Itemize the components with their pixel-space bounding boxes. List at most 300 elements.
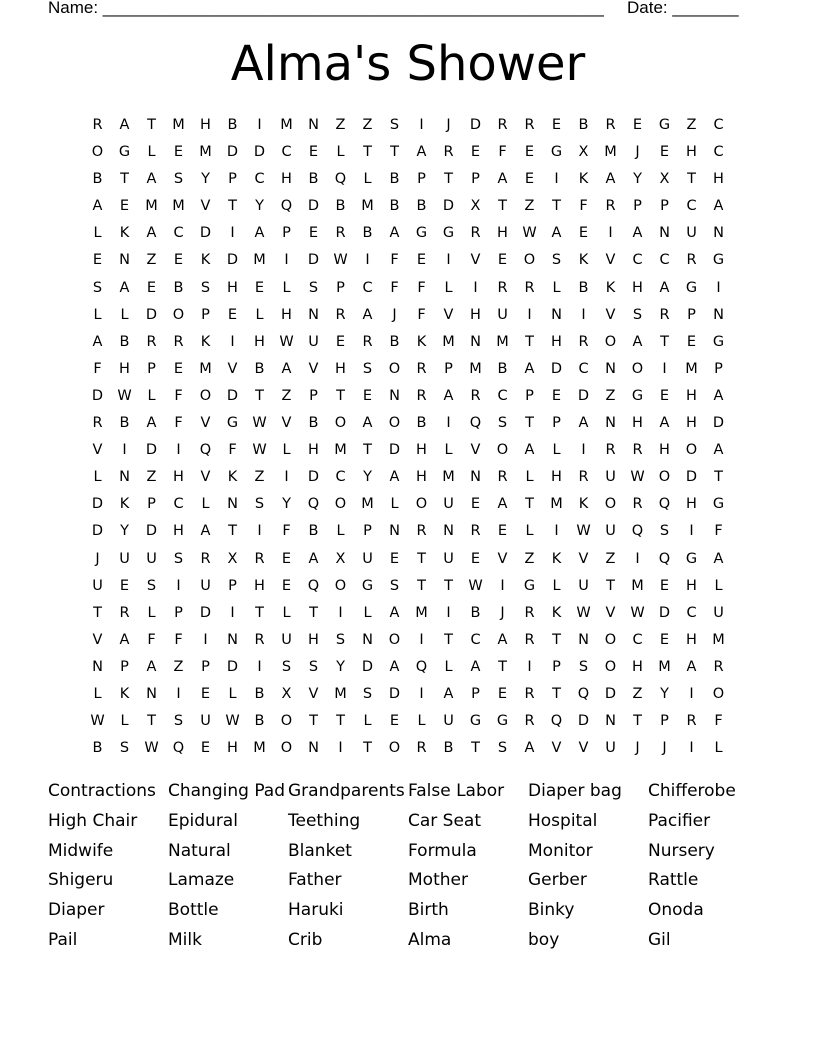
grid-letter: W [576, 604, 591, 621]
grid-letter: T [363, 442, 372, 459]
grid-letter: D [226, 144, 239, 161]
grid-letter: E [173, 252, 184, 269]
grid-letter: L [201, 496, 210, 513]
grid-letter: Z [335, 117, 346, 133]
word-list-item: Hospital [528, 810, 598, 831]
grid-letter: T [552, 198, 561, 215]
grid-letter: V [200, 415, 211, 432]
grid-row [84, 383, 732, 410]
grid-letter: F [714, 523, 723, 540]
grid-letter: O [334, 415, 347, 432]
grid-letter: I [527, 658, 532, 675]
grid-letter: D [685, 469, 698, 486]
grid-letter: T [147, 713, 156, 730]
grid-letter: W [279, 333, 294, 350]
grid-letter: L [120, 713, 129, 730]
grid-letter: M [496, 333, 509, 350]
page-title: Alma's Shower [230, 36, 586, 92]
grid-letter: U [605, 469, 616, 486]
grid-letter: A [146, 415, 157, 432]
grid-row [84, 275, 732, 302]
grid-letter: A [416, 144, 427, 161]
grid-letter: S [335, 631, 346, 648]
grid-letter: A [443, 685, 454, 702]
word-list-item: High Chair [48, 810, 138, 831]
grid-letter: O [91, 144, 104, 161]
grid-letter: C [632, 631, 643, 648]
word-list-item: Car Seat [408, 810, 482, 831]
grid-letter: G [523, 577, 536, 594]
grid-letter: B [119, 333, 130, 350]
grid-letter: L [93, 469, 102, 486]
grid-letter: E [335, 333, 346, 350]
grid-letter: V [578, 550, 589, 567]
grid-letter: R [470, 225, 481, 242]
grid-letter: Z [632, 685, 643, 702]
grid-letter: I [257, 117, 262, 133]
grid-letter: L [255, 306, 264, 323]
grid-letter: K [119, 496, 130, 513]
grid-letter: H [308, 442, 319, 459]
grid-letter: B [335, 198, 346, 215]
grid-letter: E [308, 144, 319, 161]
grid-letter: I [446, 252, 451, 269]
grid-letter: T [147, 117, 156, 133]
word-list-item: Milk [168, 929, 202, 950]
grid-letter: L [363, 171, 372, 188]
grid-letter: R [524, 713, 535, 730]
grid-letter: E [659, 631, 670, 648]
grid-letter: Z [146, 252, 157, 269]
grid-letter: E [497, 685, 508, 702]
grid-letter: H [227, 740, 238, 757]
grid-letter: L [444, 279, 453, 296]
grid-letter: M [415, 604, 428, 621]
grid-letter: S [308, 279, 319, 296]
grid-letter: H [686, 631, 697, 648]
grid-letter: O [280, 740, 293, 757]
grid-letter: T [363, 740, 372, 757]
grid-letter: I [689, 523, 694, 540]
grid-letter: V [308, 360, 319, 377]
grid-letter: Z [362, 117, 373, 133]
grid-letter: Q [307, 577, 320, 594]
grid-letter: L [282, 279, 291, 296]
word-list-item: Formula [408, 840, 477, 861]
grid-letter: D [604, 685, 617, 702]
grid-letter: I [176, 577, 181, 594]
grid-letter: U [578, 577, 589, 594]
grid-letter: D [712, 415, 725, 432]
grid-letter: C [659, 252, 670, 269]
word-list-item: Pacifier [648, 810, 711, 831]
grid-letter: O [415, 496, 428, 513]
grid-letter: T [606, 577, 615, 594]
word-list-item: Mother [408, 870, 468, 891]
grid-letter: H [686, 387, 697, 404]
grid-letter: F [93, 360, 102, 377]
grid-letter: T [417, 550, 426, 567]
grid-letter: Q [415, 658, 428, 675]
grid-letter: Q [172, 740, 185, 757]
grid-letter: Q [280, 198, 293, 215]
grid-row [84, 654, 732, 681]
grid-letter: R [578, 469, 589, 486]
grid-letter: O [334, 577, 347, 594]
grid-letter: B [119, 415, 130, 432]
grid-letter: H [173, 523, 184, 540]
grid-letter: Z [524, 198, 535, 215]
grid-letter: K [578, 252, 589, 269]
grid-letter: I [338, 740, 343, 757]
grid-row [84, 464, 732, 491]
grid-letter: V [227, 360, 238, 377]
grid-letter: I [446, 415, 451, 432]
grid-letter: A [146, 171, 157, 188]
grid-letter: R [416, 387, 427, 404]
grid-letter: E [659, 387, 670, 404]
grid-letter: P [201, 306, 210, 323]
grid-letter: V [200, 469, 211, 486]
grid-letter: J [95, 550, 100, 567]
grid-letter: K [578, 171, 589, 188]
grid-letter: R [578, 333, 589, 350]
grid-letter: G [226, 415, 239, 432]
grid-letter: S [389, 577, 400, 594]
grid-letter: L [228, 685, 237, 702]
grid-letter: U [362, 550, 373, 567]
grid-letter: W [630, 469, 645, 486]
grid-letter: M [361, 496, 374, 513]
grid-letter: I [176, 442, 181, 459]
word-list-item: Birth [408, 900, 449, 921]
grid-letter: M [685, 360, 698, 377]
grid-letter: V [605, 604, 616, 621]
grid-letter: H [416, 442, 427, 459]
word-list-item: Lamaze [168, 870, 235, 891]
grid-letter: L [444, 442, 453, 459]
grid-letter: A [578, 415, 589, 432]
grid-letter: R [632, 496, 643, 513]
grid-row [84, 166, 732, 193]
grid-letter: O [388, 740, 401, 757]
grid-letter: H [281, 171, 292, 188]
grid-letter: E [362, 387, 373, 404]
grid-letter: P [201, 658, 210, 675]
grid-letter: M [334, 685, 347, 702]
grid-letter: A [632, 225, 643, 242]
word-list-item: Epidural [168, 810, 238, 831]
grid-letter: H [659, 442, 670, 459]
grid-letter: W [144, 740, 159, 757]
grid-letter: A [497, 171, 508, 188]
grid-letter: E [92, 252, 103, 269]
grid-row [84, 247, 732, 274]
word-list-item: Monitor [528, 840, 593, 861]
grid-letter: G [631, 387, 644, 404]
grid-letter: W [468, 577, 483, 594]
grid-letter: S [281, 658, 292, 675]
grid-letter: O [604, 333, 617, 350]
grid-letter: R [416, 523, 427, 540]
grid-letter: T [525, 333, 534, 350]
word-list [48, 777, 768, 956]
grid-letter: C [713, 144, 724, 161]
grid-letter: R [524, 631, 535, 648]
grid-letter: A [254, 225, 265, 242]
grid-letter: R [497, 117, 508, 133]
grid-letter: V [443, 306, 454, 323]
grid-letter: C [470, 631, 481, 648]
grid-letter: A [659, 415, 670, 432]
grid-letter: I [257, 523, 262, 540]
grid-letter: U [605, 523, 616, 540]
word-list-item: Blanket [288, 840, 352, 861]
grid-letter: O [604, 658, 617, 675]
grid-letter: A [713, 198, 724, 215]
grid-letter: M [253, 252, 266, 269]
grid-letter: Z [173, 658, 184, 675]
grid-letter: B [578, 117, 589, 133]
grid-letter: R [173, 333, 184, 350]
grid-letter: J [635, 740, 640, 757]
grid-letter: P [417, 171, 426, 188]
grid-letter: Z [146, 469, 157, 486]
grid-letter: N [146, 685, 157, 702]
grid-letter: M [199, 144, 212, 161]
grid-letter: T [120, 171, 129, 188]
grid-letter: M [145, 198, 158, 215]
grid-letter: T [93, 604, 102, 621]
grid-letter: F [174, 631, 183, 648]
grid-letter: M [172, 198, 185, 215]
grid-letter: A [389, 225, 400, 242]
grid-letter: O [604, 496, 617, 513]
name-line: Name: _____________________________________________________ [48, 0, 604, 17]
grid-letter: S [362, 685, 373, 702]
grid-letter: P [174, 604, 183, 621]
grid-letter: H [200, 117, 211, 133]
grid-letter: R [713, 658, 724, 675]
grid-letter: Q [199, 442, 212, 459]
grid-letter: L [93, 225, 102, 242]
grid-letter: I [716, 279, 721, 296]
grid-letter: T [336, 713, 345, 730]
grid-letter: R [200, 550, 211, 567]
grid-letter: I [446, 604, 451, 621]
grid-letter: K [119, 685, 130, 702]
grid-letter: L [336, 523, 345, 540]
grid-letter: G [685, 279, 698, 296]
word-search-grid [84, 112, 732, 762]
grid-letter: I [338, 604, 343, 621]
grid-letter: O [388, 360, 401, 377]
grid-letter: D [469, 117, 482, 133]
grid-letter: L [525, 523, 534, 540]
grid-letter: I [554, 171, 559, 188]
grid-letter: P [633, 198, 642, 215]
grid-letter: N [227, 496, 238, 513]
grid-letter: G [469, 713, 482, 730]
grid-letter: W [225, 713, 240, 730]
grid-letter: V [92, 442, 103, 459]
grid-row [84, 139, 732, 166]
grid-letter: B [254, 685, 265, 702]
grid-letter: I [176, 685, 181, 702]
word-list-item: Crib [288, 929, 323, 950]
grid-letter: R [605, 442, 616, 459]
grid-letter: B [416, 198, 427, 215]
grid-letter: T [471, 740, 480, 757]
grid-letter: T [687, 171, 696, 188]
grid-letter: L [552, 279, 561, 296]
grid-letter: W [90, 713, 105, 730]
grid-letter: H [497, 225, 508, 242]
grid-letter: D [199, 604, 212, 621]
word-list-item: Pail [48, 929, 78, 950]
grid-letter: Y [336, 658, 345, 675]
grid-letter: B [254, 713, 265, 730]
grid-letter: D [226, 387, 239, 404]
grid-letter: W [252, 442, 267, 459]
grid-letter: O [496, 442, 509, 459]
grid-letter: B [389, 171, 400, 188]
grid-letter: E [551, 387, 562, 404]
grid-letter: U [686, 225, 697, 242]
grid-letter: W [333, 252, 348, 269]
grid-letter: L [282, 604, 291, 621]
grid-letter: A [497, 496, 508, 513]
grid-letter: I [203, 631, 208, 648]
grid-letter: T [714, 469, 723, 486]
grid-letter: P [471, 171, 480, 188]
grid-letter: R [335, 306, 346, 323]
grid-letter: J [392, 306, 397, 323]
grid-letter: Z [281, 387, 292, 404]
word-list-item: Onoda [648, 900, 704, 921]
grid-letter: X [281, 685, 292, 702]
grid-letter: N [227, 631, 238, 648]
grid-letter: K [119, 225, 130, 242]
grid-letter: H [281, 306, 292, 323]
grid-letter: A [119, 631, 130, 648]
grid-letter: T [255, 604, 264, 621]
grid-letter: O [199, 387, 212, 404]
date-line: Date: _______ [627, 0, 739, 17]
grid-letter: I [635, 550, 640, 567]
word-list-item: Bottle [168, 900, 219, 921]
grid-letter: S [659, 523, 670, 540]
grid-row [84, 518, 732, 545]
grid-letter: C [632, 252, 643, 269]
grid-letter: D [307, 469, 320, 486]
grid-letter: I [230, 225, 235, 242]
grid-letter: W [117, 387, 132, 404]
grid-letter: P [552, 415, 561, 432]
grid-letter: K [416, 333, 427, 350]
grid-letter: A [686, 658, 697, 675]
grid-letter: U [443, 550, 454, 567]
grid-letter: B [254, 360, 265, 377]
grid-letter: J [500, 604, 505, 621]
grid-letter: G [442, 225, 455, 242]
grid-letter: O [388, 631, 401, 648]
grid-letter: D [91, 496, 104, 513]
grid-letter: D [253, 144, 266, 161]
grid-letter: A [362, 306, 373, 323]
word-list-item: Contractions [48, 781, 156, 801]
grid-letter: N [713, 225, 724, 242]
grid-letter: T [660, 333, 669, 350]
grid-letter: V [200, 198, 211, 215]
grid-letter: M [604, 144, 617, 161]
grid-letter: S [497, 740, 508, 757]
grid-letter: C [686, 198, 697, 215]
grid-letter: C [686, 604, 697, 621]
grid-letter: H [470, 306, 481, 323]
grid-letter: L [525, 469, 534, 486]
grid-letter: T [363, 144, 372, 161]
grid-letter: L [282, 442, 291, 459]
grid-letter: N [389, 387, 400, 404]
grid-letter: R [524, 117, 535, 133]
grid-letter: S [173, 550, 184, 567]
grid-letter: U [497, 306, 508, 323]
grid-letter: G [118, 144, 131, 161]
grid-letter: N [578, 631, 589, 648]
grid-letter: J [662, 740, 667, 757]
grid-letter: Z [254, 469, 265, 486]
grid-letter: D [577, 713, 590, 730]
grid-letter: N [605, 415, 616, 432]
grid-letter: A [119, 117, 130, 133]
grid-letter: A [713, 442, 724, 459]
grid-letter: K [551, 550, 562, 567]
grid-letter: D [388, 685, 401, 702]
grid-letter: U [281, 631, 292, 648]
grid-letter: C [362, 279, 373, 296]
grid-letter: A [443, 387, 454, 404]
grid-letter: I [608, 225, 613, 242]
grid-letter: R [470, 523, 481, 540]
word-list-item: Chifferobe [648, 781, 736, 801]
grid-letter: T [255, 387, 264, 404]
grid-letter: I [284, 469, 289, 486]
grid-letter: R [686, 252, 697, 269]
grid-letter: R [92, 415, 103, 432]
grid-letter: V [470, 252, 481, 269]
grid-row [84, 627, 732, 654]
grid-letter: B [470, 604, 481, 621]
grid-letter: G [415, 225, 428, 242]
grid-letter: A [470, 658, 481, 675]
grid-letter: O [658, 469, 671, 486]
grid-letter: A [524, 442, 535, 459]
grid-letter: U [713, 604, 724, 621]
grid-letter: H [173, 469, 184, 486]
grid-letter: R [605, 117, 616, 133]
grid-row [84, 491, 732, 518]
grid-letter: R [632, 442, 643, 459]
grid-letter: E [497, 252, 508, 269]
grid-letter: Y [660, 685, 669, 702]
grid-letter: O [523, 252, 536, 269]
grid-letter: U [146, 550, 157, 567]
grid-letter: E [389, 550, 400, 567]
grid-letter: E [524, 144, 535, 161]
grid-letter: I [689, 740, 694, 757]
grid-letter: S [119, 740, 130, 757]
